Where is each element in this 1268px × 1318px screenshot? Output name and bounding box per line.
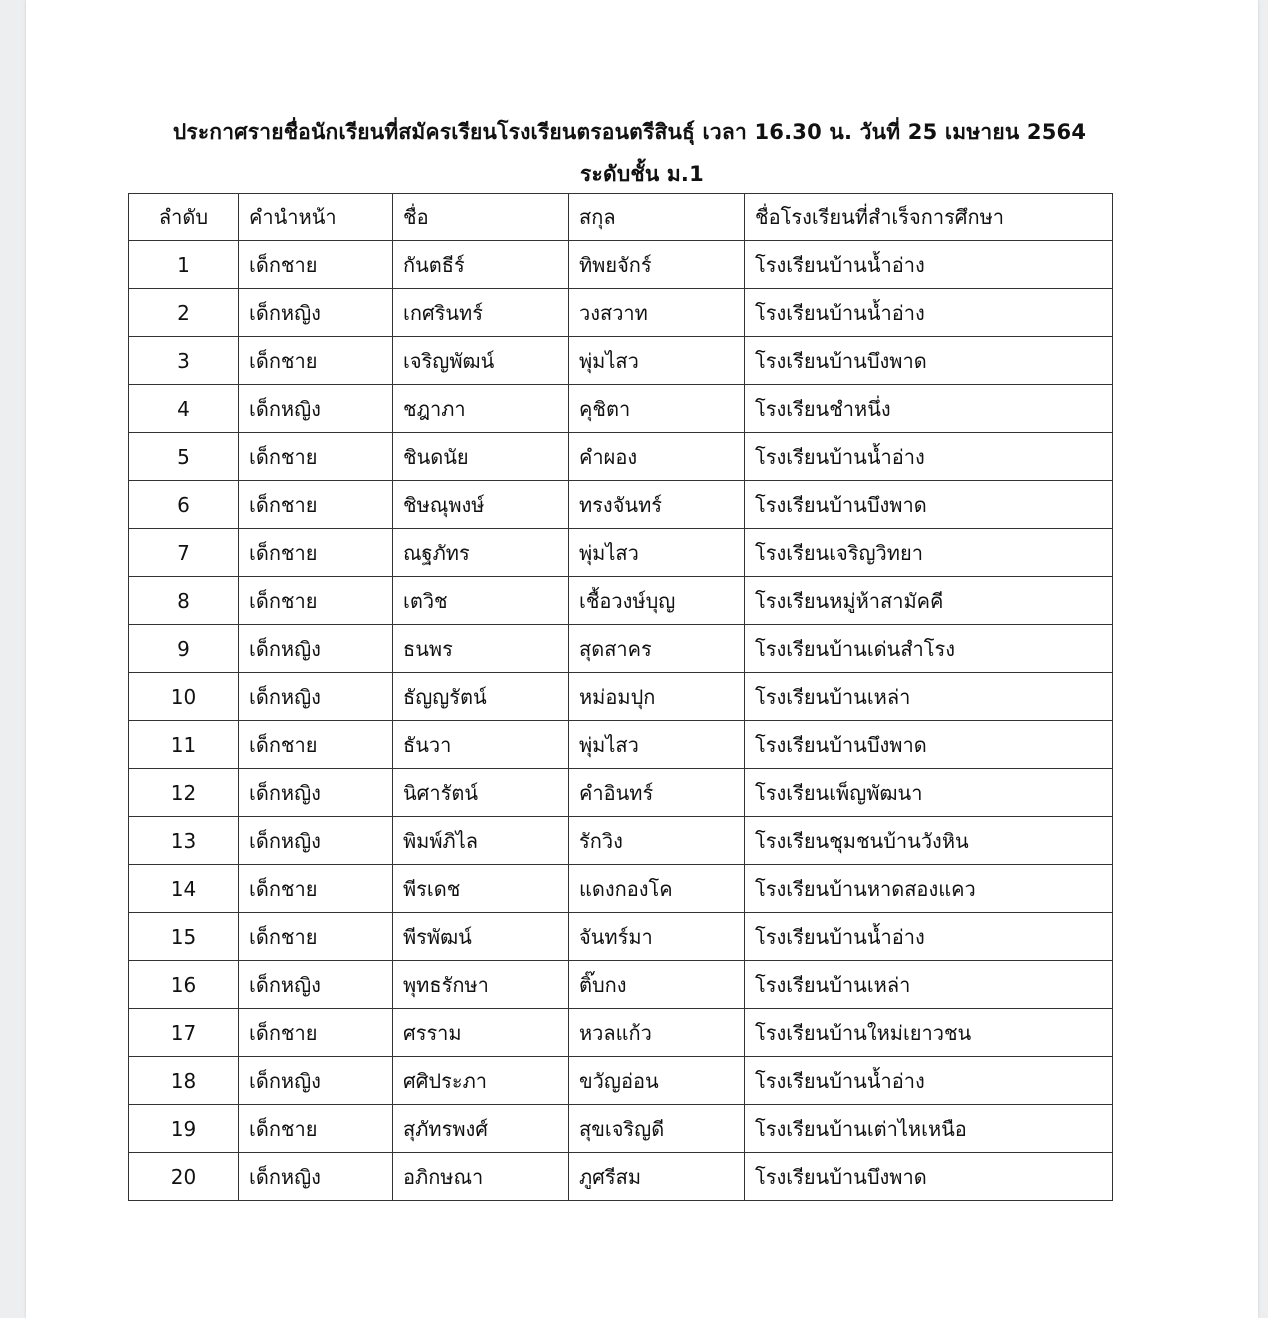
cell-prefix: เด็กหญิง <box>239 289 393 337</box>
table-header-row <box>129 194 1113 241</box>
cell-prefix: เด็กชาย <box>239 1009 393 1057</box>
cell-first-name: ธัญญรัตน์ <box>393 673 569 721</box>
cell-last-name: คำผอง <box>569 433 745 481</box>
table-row <box>129 1009 1113 1057</box>
cell-last-name: ทิพยจักร์ <box>569 241 745 289</box>
cell-school: โรงเรียนบ้านเหล่า <box>745 961 1113 1009</box>
cell-first-name: ชิษณุพงษ์ <box>393 481 569 529</box>
document-title: ประกาศรายชื่อนักเรียนที่สมัครเรียนโรงเรียนตรอนตรีสินธุ์ เวลา 16.30 น. วันที่ 25 เมษายน 2564 <box>172 120 1087 144</box>
cell-first-name: เจริญพัฒน์ <box>393 337 569 385</box>
header-order: ลำดับ <box>129 194 239 241</box>
table-row <box>129 1057 1113 1105</box>
cell-first-name: เตวิช <box>393 577 569 625</box>
header-last-name: สกุล <box>569 194 745 241</box>
cell-last-name: ขวัญอ่อน <box>569 1057 745 1105</box>
cell-last-name: จันทร์มา <box>569 913 745 961</box>
table-row <box>129 577 1113 625</box>
table-row <box>129 1153 1113 1201</box>
cell-prefix: เด็กหญิง <box>239 961 393 1009</box>
cell-school: โรงเรียนบ้านน้ำอ่าง <box>745 289 1113 337</box>
cell-first-name: พีรพัฒน์ <box>393 913 569 961</box>
table-row <box>129 721 1113 769</box>
cell-school: โรงเรียนบ้านบึงพาด <box>745 1153 1113 1201</box>
cell-prefix: เด็กหญิง <box>239 769 393 817</box>
table-row <box>129 961 1113 1009</box>
cell-order: 4 <box>129 385 239 433</box>
cell-first-name: พิมพ์ภิไล <box>393 817 569 865</box>
table-row <box>129 673 1113 721</box>
cell-first-name: เกศรินทร์ <box>393 289 569 337</box>
cell-prefix: เด็กหญิง <box>239 1057 393 1105</box>
table-row <box>129 1105 1113 1153</box>
cell-school: โรงเรียนบ้านใหม่เยาวชน <box>745 1009 1113 1057</box>
cell-first-name: ชินดนัย <box>393 433 569 481</box>
cell-first-name: พีรเดช <box>393 865 569 913</box>
cell-school: โรงเรียนบ้านบึงพาด <box>745 721 1113 769</box>
table-row <box>129 337 1113 385</box>
cell-order: 18 <box>129 1057 239 1105</box>
student-roster-table <box>128 193 1113 1201</box>
cell-order: 7 <box>129 529 239 577</box>
header-prefix: คำนำหน้า <box>239 194 393 241</box>
cell-first-name: สุภัทรพงศ์ <box>393 1105 569 1153</box>
cell-prefix: เด็กชาย <box>239 865 393 913</box>
cell-first-name: พุทธรักษา <box>393 961 569 1009</box>
cell-prefix: เด็กชาย <box>239 577 393 625</box>
cell-school: โรงเรียนชุมชนบ้านวังหิน <box>745 817 1113 865</box>
cell-school: โรงเรียนบ้านเด่นสำโรง <box>745 625 1113 673</box>
cell-order: 5 <box>129 433 239 481</box>
cell-last-name: สุดสาคร <box>569 625 745 673</box>
cell-school: โรงเรียนบ้านน้ำอ่าง <box>745 241 1113 289</box>
cell-order: 6 <box>129 481 239 529</box>
cell-school: โรงเรียนชำหนึ่ง <box>745 385 1113 433</box>
cell-prefix: เด็กหญิง <box>239 385 393 433</box>
cell-last-name: ทรงจันทร์ <box>569 481 745 529</box>
cell-order: 20 <box>129 1153 239 1201</box>
cell-prefix: เด็กหญิง <box>239 817 393 865</box>
cell-school: โรงเรียนบ้านน้ำอ่าง <box>745 433 1113 481</box>
table-body <box>129 241 1113 1201</box>
cell-last-name: ติ๊บกง <box>569 961 745 1009</box>
cell-first-name: ศศิประภา <box>393 1057 569 1105</box>
cell-last-name: พุ่มไสว <box>569 529 745 577</box>
cell-order: 1 <box>129 241 239 289</box>
cell-last-name: ภูศรีสม <box>569 1153 745 1201</box>
cell-school: โรงเรียนบ้านเต่าไหเหนือ <box>745 1105 1113 1153</box>
document-page <box>26 0 1258 1318</box>
table-row <box>129 817 1113 865</box>
cell-prefix: เด็กชาย <box>239 337 393 385</box>
cell-prefix: เด็กชาย <box>239 241 393 289</box>
table-row <box>129 625 1113 673</box>
table-row <box>129 241 1113 289</box>
cell-last-name: คุชิตา <box>569 385 745 433</box>
cell-prefix: เด็กชาย <box>239 529 393 577</box>
cell-first-name: ธนพร <box>393 625 569 673</box>
cell-order: 13 <box>129 817 239 865</box>
header-school: ชื่อโรงเรียนที่สำเร็จการศึกษา <box>745 194 1113 241</box>
cell-last-name: คำอินทร์ <box>569 769 745 817</box>
cell-first-name: ศรราม <box>393 1009 569 1057</box>
cell-prefix: เด็กชาย <box>239 721 393 769</box>
cell-prefix: เด็กชาย <box>239 1105 393 1153</box>
cell-order: 3 <box>129 337 239 385</box>
table-row <box>129 433 1113 481</box>
cell-prefix: เด็กหญิง <box>239 673 393 721</box>
cell-last-name: แดงกองโค <box>569 865 745 913</box>
table-row <box>129 529 1113 577</box>
cell-prefix: เด็กชาย <box>239 913 393 961</box>
cell-school: โรงเรียนบ้านบึงพาด <box>745 481 1113 529</box>
cell-school: โรงเรียนบ้านน้ำอ่าง <box>745 1057 1113 1105</box>
cell-first-name: ชฎาภา <box>393 385 569 433</box>
cell-last-name: สุขเจริญดี <box>569 1105 745 1153</box>
cell-first-name: นิศารัตน์ <box>393 769 569 817</box>
cell-order: 14 <box>129 865 239 913</box>
cell-prefix: เด็กหญิง <box>239 625 393 673</box>
cell-school: โรงเรียนเจริญวิทยา <box>745 529 1113 577</box>
table-row <box>129 481 1113 529</box>
cell-school: โรงเรียนบ้านเหล่า <box>745 673 1113 721</box>
cell-order: 15 <box>129 913 239 961</box>
table-row <box>129 865 1113 913</box>
cell-first-name: ณฐภัทร <box>393 529 569 577</box>
cell-prefix: เด็กชาย <box>239 433 393 481</box>
table-row <box>129 769 1113 817</box>
table-row <box>129 385 1113 433</box>
cell-school: โรงเรียนบ้านน้ำอ่าง <box>745 913 1113 961</box>
cell-order: 16 <box>129 961 239 1009</box>
cell-order: 19 <box>129 1105 239 1153</box>
cell-order: 12 <box>129 769 239 817</box>
cell-order: 8 <box>129 577 239 625</box>
cell-last-name: พุ่มไสว <box>569 337 745 385</box>
cell-school: โรงเรียนเพ็ญพัฒนา <box>745 769 1113 817</box>
cell-school: โรงเรียนหมู่ห้าสามัคคี <box>745 577 1113 625</box>
cell-order: 11 <box>129 721 239 769</box>
cell-order: 10 <box>129 673 239 721</box>
table-row <box>129 913 1113 961</box>
document-subtitle: ระดับชั้น ม.1 <box>580 162 704 186</box>
cell-last-name: เชื้อวงษ์บุญ <box>569 577 745 625</box>
cell-first-name: กันตธีร์ <box>393 241 569 289</box>
cell-first-name: อภิกษณา <box>393 1153 569 1201</box>
header-first-name: ชื่อ <box>393 194 569 241</box>
cell-last-name: รักวิง <box>569 817 745 865</box>
table-row <box>129 289 1113 337</box>
cell-prefix: เด็กหญิง <box>239 1153 393 1201</box>
cell-last-name: หม่อมปุก <box>569 673 745 721</box>
cell-order: 17 <box>129 1009 239 1057</box>
cell-first-name: ธันวา <box>393 721 569 769</box>
cell-prefix: เด็กชาย <box>239 481 393 529</box>
cell-order: 9 <box>129 625 239 673</box>
cell-school: โรงเรียนบ้านหาดสองแคว <box>745 865 1113 913</box>
cell-last-name: วงสวาท <box>569 289 745 337</box>
cell-school: โรงเรียนบ้านบึงพาด <box>745 337 1113 385</box>
cell-last-name: พุ่มไสว <box>569 721 745 769</box>
cell-last-name: หวลแก้ว <box>569 1009 745 1057</box>
cell-order: 2 <box>129 289 239 337</box>
